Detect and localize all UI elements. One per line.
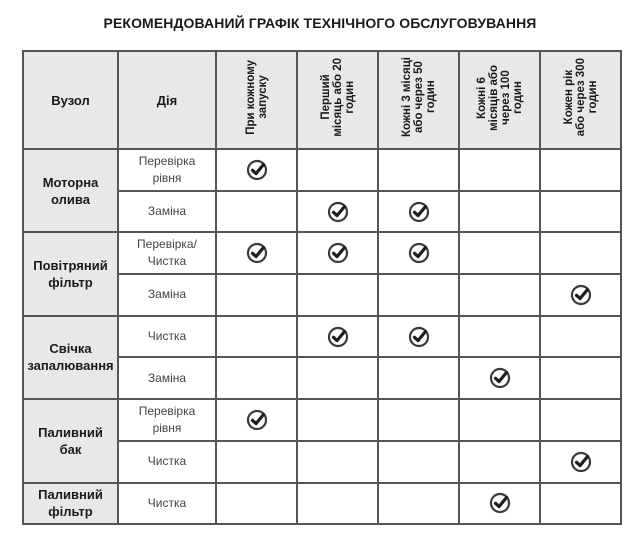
schedule-cell (297, 441, 378, 483)
schedule-cell (459, 191, 540, 233)
schedule-cell (459, 149, 540, 191)
schedule-cell (216, 274, 297, 316)
schedule-cell (459, 441, 540, 483)
check-circle-icon (327, 328, 349, 345)
unit-cell: Моторна олива (23, 149, 118, 232)
schedule-cell (540, 149, 621, 191)
schedule-cell (540, 232, 621, 274)
schedule-cell (297, 274, 378, 316)
schedule-cell (459, 316, 540, 358)
schedule-cell (540, 357, 621, 399)
action-cell: Заміна (118, 191, 216, 233)
schedule-cell (378, 232, 459, 274)
interval-label: Кожні 6 місяців або через 100 годин (475, 64, 524, 131)
schedule-cell (459, 232, 540, 274)
schedule-cell (216, 149, 297, 191)
interval-label: Кожні 3 місяці або через 50 годин (400, 57, 437, 138)
action-cell: Перевірка рівня (118, 149, 216, 191)
table-row (23, 399, 621, 441)
schedule-cell (297, 483, 378, 525)
unit-cell: Паливний фільтр (23, 483, 118, 525)
schedule-cell (216, 399, 297, 441)
schedule-cell (378, 441, 459, 483)
schedule-cell (216, 232, 297, 274)
check-circle-icon (489, 495, 511, 512)
schedule-cell (540, 483, 621, 525)
schedule-cell (378, 191, 459, 233)
schedule-cell (216, 441, 297, 483)
check-circle-icon (408, 244, 430, 261)
schedule-cell (216, 191, 297, 233)
schedule-cell (459, 274, 540, 316)
interval-header (540, 51, 621, 149)
check-circle-icon (246, 161, 268, 178)
schedule-cell (540, 274, 621, 316)
schedule-cell (216, 357, 297, 399)
check-circle-icon (489, 370, 511, 387)
table-row (23, 232, 621, 274)
action-cell: Чистка (118, 483, 216, 525)
schedule-cell (378, 483, 459, 525)
schedule-cell (378, 399, 459, 441)
schedule-cell (378, 316, 459, 358)
schedule-cell (297, 357, 378, 399)
action-cell: Перевірка рівня (118, 399, 216, 441)
schedule-cell (297, 149, 378, 191)
interval-label: Перший місяць або 20 годин (319, 58, 356, 137)
table-row (23, 149, 621, 191)
header-row (23, 51, 621, 149)
interval-header (297, 51, 378, 149)
check-circle-icon (327, 244, 349, 261)
interval-label: При кожному запуску (244, 60, 269, 135)
schedule-cell (216, 483, 297, 525)
schedule-cell (297, 399, 378, 441)
check-circle-icon (246, 244, 268, 261)
schedule-body (23, 149, 621, 524)
schedule-cell (378, 357, 459, 399)
schedule-cell (216, 316, 297, 358)
schedule-cell (297, 232, 378, 274)
unit-cell: Повітряний фільтр (23, 232, 118, 315)
check-circle-icon (246, 411, 268, 428)
check-circle-icon (570, 453, 592, 470)
schedule-cell (378, 149, 459, 191)
schedule-cell (540, 316, 621, 358)
schedule-cell (459, 357, 540, 399)
interval-header (378, 51, 459, 149)
check-circle-icon (327, 203, 349, 220)
interval-header (459, 51, 540, 149)
action-cell: Заміна (118, 274, 216, 316)
table-row (23, 483, 621, 525)
schedule-cell (540, 399, 621, 441)
action-cell: Заміна (118, 357, 216, 399)
schedule-cell (459, 483, 540, 525)
unit-cell: Паливний бак (23, 399, 118, 482)
unit-header: Вузол (23, 51, 118, 149)
check-circle-icon (408, 203, 430, 220)
maintenance-schedule-table (22, 50, 622, 525)
check-circle-icon (408, 328, 430, 345)
page-title: РЕКОМЕНДОВАНИЙ ГРАФІК ТЕХНІЧНОГО ОБСЛУГОВУВАННЯ (103, 15, 537, 31)
schedule-cell (459, 399, 540, 441)
action-cell: Чистка (118, 316, 216, 358)
interval-label: Кожен рік або через 300 годин (562, 58, 599, 137)
interval-header (216, 51, 297, 149)
action-header: Дія (118, 51, 216, 149)
action-cell: Чистка (118, 441, 216, 483)
table-row (23, 316, 621, 358)
unit-cell: Свічка запалювання (23, 316, 118, 399)
schedule-cell (297, 191, 378, 233)
action-cell: Перевірка/Чистка (118, 232, 216, 274)
schedule-cell (540, 441, 621, 483)
schedule-cell (540, 191, 621, 233)
schedule-cell (297, 316, 378, 358)
schedule-cell (378, 274, 459, 316)
check-circle-icon (570, 286, 592, 303)
